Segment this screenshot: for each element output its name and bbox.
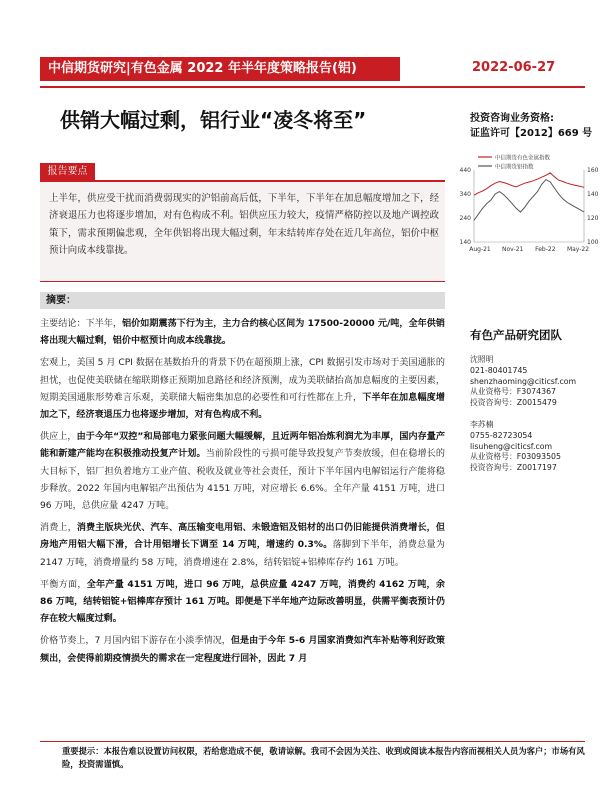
chart-y-tick-label: 340	[459, 191, 471, 198]
footer-disclaimer: 重要提示：本报告难以设置访问权限，若给您造成不便，敬请谅解。我司不会因为关注、收到或阅读本报告内容而视相关人员为客户；市场有风险，投资需谨慎。	[62, 746, 585, 769]
qualification-line1: 投资咨询业务资格:	[470, 113, 554, 124]
paragraph-balance: 平衡方面，全年产量 4151 万吨，进口 96 万吨，总供应量 4247 万吨，消费约 4162 万吨，余 86 万吨，结转铝锭+铝棒库存预计 161 万吨。即便是下半年地产边际改善明显，供需平衡表预计仍存在较大幅度过剩。	[40, 579, 445, 625]
analyst-cert: 从业资格号：F3074367	[470, 387, 556, 397]
paragraph-price-rhythm: 价格节奏上，7 月国内铝下游存在小淡季情况，但是由于今年 5-6 月国家消费如汽车补贴等利好政策频出，会使得前期疫情损失的需求在一定程度进行回补，因此 7 月	[40, 636, 445, 664]
summary-tag: 报告要点	[40, 163, 95, 180]
chart-x-tick-label: Feb-22	[535, 246, 556, 253]
paragraph-conclusion: 主要结论：下半年，铝价如期震荡下行为主，主力合约核心区间为 17500-20000 元/吨，全年供销将出现大幅过剩，铝价中枢预计向成本线靠拢。	[40, 319, 445, 347]
analyst-card	[470, 355, 576, 409]
chart-legend-label: 中信期货铝指数	[495, 164, 534, 171]
analyst-name: 李苏楠	[470, 420, 494, 429]
price-index-chart	[452, 150, 598, 262]
chart-y-tick-label: 140	[459, 239, 471, 246]
chart-y2-tick-label: 120	[587, 215, 598, 222]
analyst-name: 沈照明	[470, 355, 494, 364]
footer-divider	[40, 741, 585, 742]
analyst-card	[470, 420, 561, 474]
summary-text: 上半年，供应受干扰而消费弱现实的沪铝前高后低，下半年，下半年在加息幅度增加之下，经济衰退压力也将逐步增加，对有色构成不利。铝供应压力较大，疫情严格防控以及地产调控政策下，需求预期偏悲观，全年供铝将出现大幅过剩，年末结转库存处在近几年高位，铝价中枢预计向成本线靠拢。	[49, 193, 439, 256]
report-banner: 中信期货研究|有色金属 2022 年半年度策略报告(铝)	[40, 57, 400, 81]
chart-y2-tick-label: 140	[587, 191, 598, 198]
analyst-invest: 投资咨询号：Z0017197	[470, 463, 557, 473]
paragraph-consumption: 消费上，消费主版块光伏、汽车、高压输变电用铝、未锻造铝及铝材的出口仍旧能提供消费增长，但房地产用铝大幅下滑，合计用铝增长下调至 14 万吨，增速约 0.3%。落脚到下半年，消费总量为 2147 万吨，消费增量约 58 万吨，消费增速在 2.8%，结转铝锭+铝棒库存约 161 万吨。	[40, 523, 445, 568]
analyst-cert: 从业资格号：F03093505	[470, 452, 561, 462]
chart-x-tick-label: May-22	[566, 246, 590, 253]
chart-y-tick-label: 440	[459, 167, 471, 174]
paragraph-macro: 宏观上，美国 5 月 CPI 数据在基数抬升的背景下仍在超预期上涨，CPI 数据引发市场对于美国通胀的担忧，也促使美联储在缩联期修正预期加息路径和经济预测，成为美联储抬高加息幅度的主要因素，短期美国通胀形势难言乐观，美联储大幅密集加息的必要性和可行性都在上升，下半年在加息幅度增加之下，经济衰退压力也将逐步增加，对有色构成不利。	[40, 358, 445, 421]
qualification-block	[470, 111, 592, 141]
analyst-email[interactable]: shenzhaoming@citicsf.com	[470, 376, 577, 386]
paragraph-supply: 供应上，由于今年“双控”和局部电力紧张问题大幅缓解，且近两年铝冶炼利润尤为丰厚，国内存量产能和新建产能均在积极推动投复产计划。当前阶段性的亏损可能导致投复产节奏放缓，但在稳增长的大目标下，铝厂担负着地方工业产值、税收及就业等社会责任，预计下半年国内电解铝运行产能将稳步释放。2022 年国内电解铝产出预估为 4151 万吨，对应增长 6.6%。全年产量 4151 万吨，进口 96 万吨，总供应量 4247 万吨。	[40, 432, 445, 512]
analyst-invest: 投资咨询号：Z0015479	[470, 398, 557, 408]
chart-x-tick-label: Nov-21	[501, 246, 524, 253]
report-date: 2022-06-27	[472, 60, 556, 75]
abstract-body	[40, 316, 445, 673]
chart-legend-label: 中信期货有色金属指数	[495, 155, 551, 162]
analyst-email[interactable]: lisuheng@citicsf.com	[470, 441, 553, 451]
page-title: 供销大幅过剩，铝行业“凌冬将至”	[60, 108, 367, 132]
analyst-phone: 021-80401745	[470, 365, 528, 375]
abstract-heading: 摘要：	[40, 292, 445, 309]
team-heading: 有色产品研究团队	[470, 328, 562, 342]
chart-series-line	[474, 173, 584, 195]
qualification-line2: 证监许可【2012】669 号	[470, 128, 593, 139]
header-divider	[40, 86, 585, 88]
summary-box	[40, 180, 445, 282]
chart-y2-tick-label: 100	[587, 239, 598, 246]
chart-y-tick-label: 240	[459, 215, 471, 222]
chart-y2-tick-label: 160	[587, 167, 598, 174]
analyst-phone: 0755-82723054	[470, 430, 533, 440]
chart-x-tick-label: Aug-21	[469, 246, 491, 253]
